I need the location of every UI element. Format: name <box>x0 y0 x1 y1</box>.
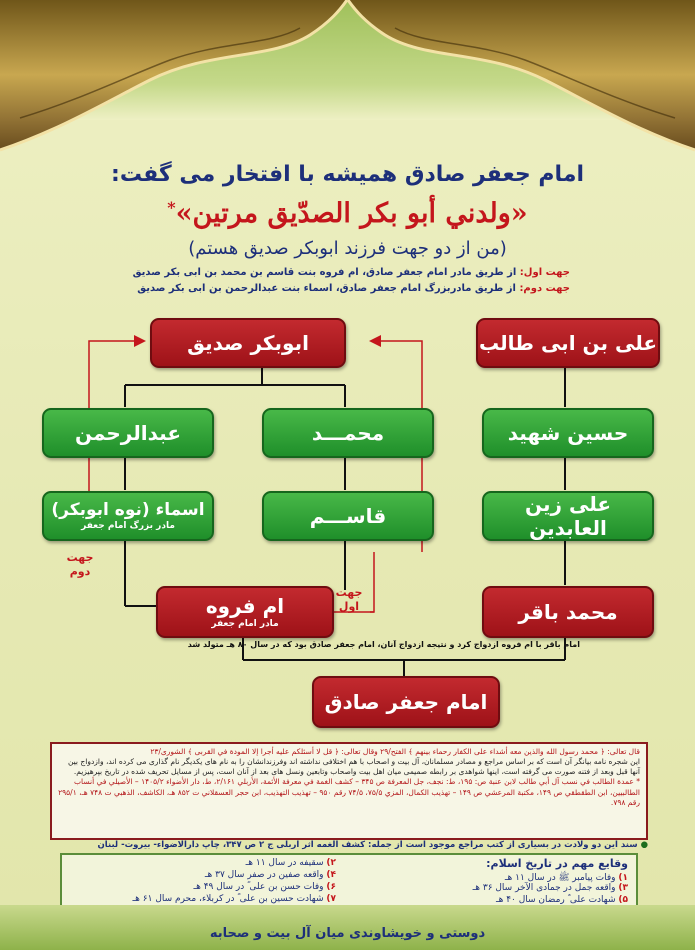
label-jahat-aval: جهت اول <box>335 586 363 613</box>
event-text: وفات حسن بن علی ؓ در سال ۴۹ هـ <box>193 882 324 892</box>
source-line <box>50 840 648 850</box>
footer-slogan: دوستی و خویشاوندی میان آل بیت و صحابه <box>209 926 486 941</box>
event-text: شهادت حسین بن علی ؓ در کربلاء، محرم سال ۶۱ هـ <box>132 894 324 904</box>
node-abubakr-siddiq <box>150 318 346 368</box>
node-husain <box>482 408 654 458</box>
node-muhammad-baqir <box>482 586 654 638</box>
events-title: وقایع مهم در تاریخ اسلام: <box>486 857 628 870</box>
event-number: ۵) <box>618 895 628 905</box>
node-abubakr-label: ابوبکر صدیق <box>187 331 309 355</box>
jahat-2-key: جهت دوم: <box>519 283 570 294</box>
event-item <box>496 895 628 905</box>
event-number: ۱) <box>618 873 628 883</box>
node-ali-label: علی بن ابی طالب <box>478 331 658 355</box>
node-zainulabidin-label: علی زین العابدین <box>524 492 612 540</box>
node-asma-label: اسماء (نوه ابوبکر) <box>51 499 205 520</box>
node-jafar-label: امام جعفر صادق <box>324 690 488 714</box>
node-qasim-label: قاســـم <box>309 504 387 528</box>
event-item <box>205 870 336 880</box>
node-muhammad <box>262 408 434 458</box>
node-asma <box>42 491 214 541</box>
references-sources: * عمدة الطالب في نسب آل أبي طالب لابن عنبة ص: ۱۹۵، ط: نجف، جل المعرفة ص ۳۴۵ – كشف الغمة في معرفة الأئمة، الأربلي ۲/۱۶۱، ط، دار الأضواء ۱۴۰۵/۲ – الأصيلي في أنساب الطالبيين، ابن الطقطقي ص ۱۴۹، مكتبة المرعشي ص ۱۴۹ – تهذيب الكمال، المزي ۷۵/۵، ۷۴/۵ رقم ۹۵۰ – تهذيب التهذيب، ابن حجر العسقلاني ت ۸۵۲ هـ، الكاشف، الذهبي ت ۷۴۸ هـ، ۲۹۵/۱ رقم ۷۹۸. <box>58 777 640 807</box>
marriage-note: امام باقر با ام فروه ازدواج کرد و نتیجه ازدواج آنان، امام جعفر صادق بود که در سال ۸۰ هـ متولد شد <box>187 640 580 649</box>
events-box <box>60 853 638 908</box>
node-asma-note: مادر بزرگ امام جعفر <box>81 521 175 532</box>
event-item <box>133 894 336 904</box>
event-text: واقعه صفین در صفر سال ۳۷ هـ <box>204 870 324 880</box>
node-umm-farwa-label: ام فروه <box>205 594 285 619</box>
page-title: امام جعفر صادق همیشه با افتخار می گفت: <box>111 162 584 187</box>
source-text: سند این دو ولادت در بسیاری از کتب مراجع موجود است از جمله: کشف الغمه اثر اربلی ج ۲ ص ۳۴۷، چاپ دارالاضواء- بیروت- لبنان <box>97 840 638 850</box>
references-body: این شجره نامه بیانگر آن است که بر اساس مراجع و مصادر مسلمانان، آل بیت و اصحاب با هم اختلافی نداشته اند وفرزندانشان را به نام های یکدیگر نام گذاری می کرده اند، وازدواج بین آنها قبل وبعد از فتنه صورت می گرفته است، اینها شواهدی بر رابطه صمیمی میان اهل بیت واصحاب وتابعین ونسل های بعد از آنان است، پس از مسایل تحریف شده در تاریخ بپرهیزیم. <box>67 757 640 777</box>
node-qasim <box>262 491 434 541</box>
event-text: واقعه جمل در جمادی الآخر سال ۳۶ هـ <box>472 883 616 893</box>
node-umm-farwa-note: مادر امام جعفر <box>211 619 279 630</box>
node-abdulrahman <box>42 408 214 458</box>
event-number: ۲) <box>326 858 336 868</box>
event-text: شهادت علی ؓ رمضان سال ۴۰ هـ <box>495 895 616 905</box>
jahat-2-text: از طریق مادربزرگ امام جعفر صادق، اسماء بنت عبدالرحمن بن ابی بکر صدیق <box>137 283 516 294</box>
event-item <box>246 858 336 868</box>
node-husain-label: حسین شهید <box>507 421 629 445</box>
event-item <box>473 883 628 893</box>
event-item <box>193 882 336 892</box>
node-ali-ibn-abi-talib <box>476 318 660 368</box>
event-number: ۳) <box>618 883 628 893</box>
jahat-1-key: جهت اول: <box>519 267 570 278</box>
event-text: سقیفه در سال ۱۱ هـ <box>245 858 324 868</box>
arabic-quote-text: «ولدني أبو بكر الصدّيق مرتين» <box>175 198 528 229</box>
node-muhammad-label: محمـــد <box>311 421 385 445</box>
quran-verses: قال تعالى: ﴿ محمد رسول الله والذين معه أشداء على الكفار رحماء بينهم ﴾ الفتح/۲۹ وقال تعالى: ﴿ قل لا أسئلكم عليه أجرا إلا المودة في القربى ﴾ الشورى/۲۳ <box>150 747 640 756</box>
node-baqir-label: محمد باقر <box>518 600 618 624</box>
label-jahat-dovom: جهت دوم <box>66 551 94 578</box>
source-bullet: ● <box>640 840 648 850</box>
node-umm-farwa <box>156 586 334 638</box>
node-zainulabidin <box>482 491 654 541</box>
event-number: ۷) <box>326 894 336 904</box>
footnote-star: * <box>167 198 176 217</box>
node-abdulrahman-label: عبدالرحمن <box>74 421 181 445</box>
event-number: ۶) <box>326 882 336 892</box>
references-box <box>50 742 648 840</box>
event-text: وفات پیامبر ﷺ در سال ۱۱ هـ <box>504 873 616 883</box>
persian-subtitle: (من از دو جهت فرزند ابوبکر صدیق هستم) <box>188 238 507 259</box>
jahat-1-text: از طریق مادر امام جعفر صادق، ام فروه بنت قاسم بن محمد بن ابی بکر صدیق <box>132 267 517 278</box>
node-jafar-sadiq <box>312 676 500 728</box>
event-number: ۴) <box>326 870 336 880</box>
